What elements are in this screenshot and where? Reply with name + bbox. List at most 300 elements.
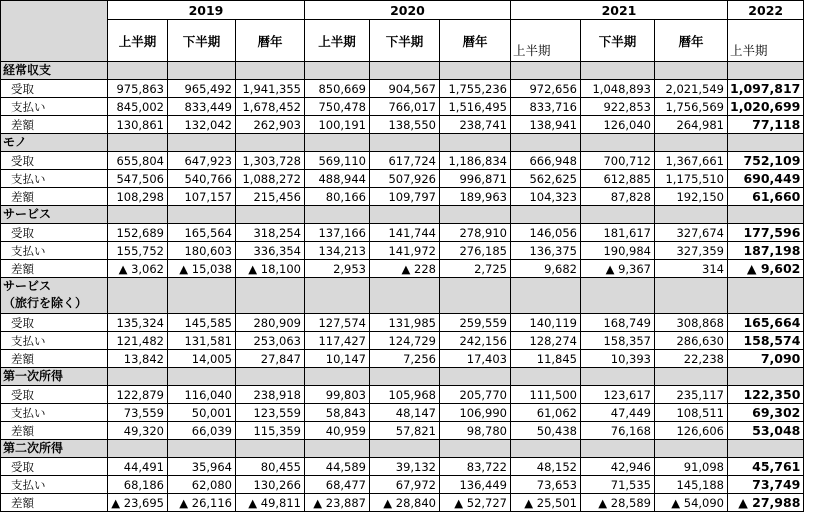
- section-title: [1, 206, 108, 224]
- section-header-blank-cell: [440, 134, 511, 152]
- year-2019-header: 2019: [108, 1, 305, 20]
- period-2021-first-half: 上半期: [511, 20, 581, 62]
- section-header-blank-cell: [108, 278, 168, 314]
- section-header-blank-cell: [511, 278, 581, 314]
- section-title: [1, 440, 108, 458]
- section-header-blank-cell: [581, 62, 655, 80]
- value-cell: 13,842: [108, 350, 168, 368]
- value-cell-2022: 77,118: [728, 116, 804, 134]
- row-label: 受取: [1, 386, 108, 404]
- row-label: 差額: [1, 260, 108, 278]
- value-cell: 80,455: [236, 458, 305, 476]
- value-cell: 141,744: [370, 224, 440, 242]
- period-2020-first-half: 上半期: [305, 20, 370, 62]
- value-cell: 50,438: [511, 422, 581, 440]
- value-cell: 215,456: [236, 188, 305, 206]
- period-2022-first-half: 上半期: [728, 20, 804, 62]
- value-cell: 73,559: [108, 404, 168, 422]
- section-header-blank-cell: [581, 278, 655, 314]
- value-cell: 192,150: [655, 188, 728, 206]
- value-cell: 111,500: [511, 386, 581, 404]
- section-header-blank-cell: [236, 368, 305, 386]
- value-cell: 327,674: [655, 224, 728, 242]
- value-cell-2022: 122,350: [728, 386, 804, 404]
- period-2021-second-half: 下半期: [581, 20, 655, 62]
- section-header-row: [1, 440, 804, 458]
- table-row: [1, 350, 804, 368]
- value-cell: 39,132: [370, 458, 440, 476]
- value-cell: ▲ 26,116: [168, 494, 236, 512]
- value-cell: 238,918: [236, 386, 305, 404]
- value-cell: 40,959: [305, 422, 370, 440]
- row-label: 受取: [1, 314, 108, 332]
- value-cell: 137,166: [305, 224, 370, 242]
- value-cell: 1,175,510: [655, 170, 728, 188]
- section-header-blank-cell: [511, 206, 581, 224]
- section-header-blank-cell: [511, 440, 581, 458]
- section-header-blank-cell: [655, 206, 728, 224]
- section-title-text: サービス: [3, 207, 52, 221]
- value-cell: 62,080: [168, 476, 236, 494]
- value-cell: 44,589: [305, 458, 370, 476]
- value-cell: 126,040: [581, 116, 655, 134]
- value-cell-2022: 7,090: [728, 350, 804, 368]
- table-row: [1, 260, 804, 278]
- value-cell: 121,482: [108, 332, 168, 350]
- section-header-blank-cell: [655, 278, 728, 314]
- section-header-row: [1, 368, 804, 386]
- section-header-blank-cell: [168, 134, 236, 152]
- value-cell: 2,953: [305, 260, 370, 278]
- value-cell: 14,005: [168, 350, 236, 368]
- section-header-blank-cell: [108, 440, 168, 458]
- period-2019-second-half: 下半期: [168, 20, 236, 62]
- value-cell: ▲ 228: [370, 260, 440, 278]
- value-cell-2022: 165,664: [728, 314, 804, 332]
- value-cell: 140,119: [511, 314, 581, 332]
- value-cell: 922,853: [581, 98, 655, 116]
- value-cell: 165,564: [168, 224, 236, 242]
- value-cell: 76,168: [581, 422, 655, 440]
- section-header-blank-cell: [655, 368, 728, 386]
- value-cell: 100,191: [305, 116, 370, 134]
- value-cell: 106,990: [440, 404, 511, 422]
- section-header-blank-cell: [305, 278, 370, 314]
- table-row: [1, 224, 804, 242]
- period-header-row: [1, 20, 804, 62]
- value-cell: ▲ 54,090: [655, 494, 728, 512]
- value-cell-2022: 1,097,817: [728, 80, 804, 98]
- value-cell: 155,752: [108, 242, 168, 260]
- table-row: [1, 98, 804, 116]
- section-header-blank-cell: [236, 134, 305, 152]
- value-cell: 833,449: [168, 98, 236, 116]
- section-header-blank-cell: [305, 440, 370, 458]
- section-header-blank-cell: [168, 368, 236, 386]
- period-2020-calendar-year: 暦年: [440, 20, 511, 62]
- section-header-blank-cell: [581, 134, 655, 152]
- value-cell: 286,630: [655, 332, 728, 350]
- value-cell: 264,981: [655, 116, 728, 134]
- value-cell: ▲ 15,038: [168, 260, 236, 278]
- value-cell: 488,944: [305, 170, 370, 188]
- value-cell-2022: 73,749: [728, 476, 804, 494]
- section-title-text: 第一次所得: [3, 369, 64, 383]
- value-cell: 180,603: [168, 242, 236, 260]
- value-cell: 124,729: [370, 332, 440, 350]
- value-cell: 108,298: [108, 188, 168, 206]
- value-cell: 107,157: [168, 188, 236, 206]
- section-header-blank-cell: [440, 278, 511, 314]
- value-cell: 68,186: [108, 476, 168, 494]
- section-header-blank-cell: [440, 440, 511, 458]
- value-cell: 1,516,495: [440, 98, 511, 116]
- value-cell: 145,188: [655, 476, 728, 494]
- value-cell: 262,903: [236, 116, 305, 134]
- section-title: [1, 278, 108, 314]
- section-header-blank-cell: [581, 368, 655, 386]
- value-cell: 242,156: [440, 332, 511, 350]
- section-header-blank-cell: [728, 368, 804, 386]
- value-cell: 138,941: [511, 116, 581, 134]
- value-cell: ▲ 23,695: [108, 494, 168, 512]
- section-title: [1, 368, 108, 386]
- section-header-blank-cell: [728, 440, 804, 458]
- row-label: 差額: [1, 116, 108, 134]
- row-label: 支払い: [1, 332, 108, 350]
- value-cell: 2,725: [440, 260, 511, 278]
- section-header-blank-cell: [236, 206, 305, 224]
- table-row: [1, 242, 804, 260]
- value-cell: 145,585: [168, 314, 236, 332]
- value-cell: 132,042: [168, 116, 236, 134]
- table-row: [1, 116, 804, 134]
- value-cell: 158,357: [581, 332, 655, 350]
- value-cell: 1,367,661: [655, 152, 728, 170]
- section-header-blank-cell: [168, 440, 236, 458]
- section-header-row: [1, 278, 804, 314]
- value-cell: 189,963: [440, 188, 511, 206]
- row-label: 差額: [1, 188, 108, 206]
- period-2020-second-half: 下半期: [370, 20, 440, 62]
- value-cell: 66,039: [168, 422, 236, 440]
- section-header-blank-cell: [511, 368, 581, 386]
- value-cell: 666,948: [511, 152, 581, 170]
- period-2021-calendar-year: 暦年: [655, 20, 728, 62]
- section-header-blank-cell: [108, 134, 168, 152]
- value-cell: 996,871: [440, 170, 511, 188]
- value-cell: ▲ 28,840: [370, 494, 440, 512]
- value-cell: 750,478: [305, 98, 370, 116]
- section-header-blank-cell: [728, 206, 804, 224]
- value-cell: 235,117: [655, 386, 728, 404]
- section-header-blank-cell: [655, 62, 728, 80]
- value-cell-2022: 752,109: [728, 152, 804, 170]
- value-cell: 612,885: [581, 170, 655, 188]
- value-cell: 98,780: [440, 422, 511, 440]
- value-cell: 253,063: [236, 332, 305, 350]
- section-title-text: 経常収支: [3, 63, 52, 77]
- section-header-blank-cell: [581, 206, 655, 224]
- section-subtitle-text: （旅行を除く）: [3, 296, 88, 310]
- value-cell: ▲ 9,367: [581, 260, 655, 278]
- value-cell: 27,847: [236, 350, 305, 368]
- value-cell: 1,941,355: [236, 80, 305, 98]
- value-cell: 507,926: [370, 170, 440, 188]
- section-header-blank-cell: [440, 368, 511, 386]
- value-cell: 122,879: [108, 386, 168, 404]
- value-cell: 109,797: [370, 188, 440, 206]
- section-header-blank-cell: [655, 134, 728, 152]
- value-cell: 11,845: [511, 350, 581, 368]
- value-cell: ▲ 18,100: [236, 260, 305, 278]
- value-cell: 136,449: [440, 476, 511, 494]
- table-row: [1, 494, 804, 512]
- value-cell: 115,359: [236, 422, 305, 440]
- value-cell: 181,617: [581, 224, 655, 242]
- value-cell: 540,766: [168, 170, 236, 188]
- value-cell: 318,254: [236, 224, 305, 242]
- section-header-blank-cell: [305, 134, 370, 152]
- value-cell: 50,001: [168, 404, 236, 422]
- value-cell: 47,449: [581, 404, 655, 422]
- table-row: [1, 80, 804, 98]
- section-title: [1, 134, 108, 152]
- row-label: 支払い: [1, 476, 108, 494]
- section-header-blank-cell: [305, 368, 370, 386]
- value-cell: 131,985: [370, 314, 440, 332]
- section-header-row: [1, 62, 804, 80]
- value-cell: 1,186,834: [440, 152, 511, 170]
- value-cell: 44,491: [108, 458, 168, 476]
- table-row: [1, 188, 804, 206]
- value-cell: 205,770: [440, 386, 511, 404]
- value-cell-2022: 158,574: [728, 332, 804, 350]
- table-row: [1, 152, 804, 170]
- value-cell: 134,213: [305, 242, 370, 260]
- section-header-blank-cell: [236, 440, 305, 458]
- row-label: 受取: [1, 80, 108, 98]
- section-header-blank-cell: [108, 62, 168, 80]
- table-row: [1, 422, 804, 440]
- year-2020-header: 2020: [305, 1, 511, 20]
- value-cell: 904,567: [370, 80, 440, 98]
- year-header-row: [1, 1, 804, 20]
- value-cell-2022: 53,048: [728, 422, 804, 440]
- value-cell: 1,756,569: [655, 98, 728, 116]
- row-label: 差額: [1, 494, 108, 512]
- value-cell: 655,804: [108, 152, 168, 170]
- value-cell: 61,062: [511, 404, 581, 422]
- value-cell: 168,749: [581, 314, 655, 332]
- value-cell: 91,098: [655, 458, 728, 476]
- section-header-blank-cell: [108, 206, 168, 224]
- value-cell: 108,511: [655, 404, 728, 422]
- value-cell: 58,843: [305, 404, 370, 422]
- value-cell: 80,166: [305, 188, 370, 206]
- section-header-blank-cell: [370, 440, 440, 458]
- row-label: 受取: [1, 152, 108, 170]
- section-header-blank-cell: [108, 368, 168, 386]
- period-2019-first-half: 上半期: [108, 20, 168, 62]
- value-cell: 42,946: [581, 458, 655, 476]
- value-cell: 136,375: [511, 242, 581, 260]
- value-cell: 278,910: [440, 224, 511, 242]
- section-header-blank-cell: [168, 278, 236, 314]
- section-header-blank-cell: [168, 62, 236, 80]
- value-cell: 128,274: [511, 332, 581, 350]
- value-cell: 130,861: [108, 116, 168, 134]
- value-cell: 141,972: [370, 242, 440, 260]
- value-cell: 190,984: [581, 242, 655, 260]
- value-cell: 7,256: [370, 350, 440, 368]
- value-cell: 700,712: [581, 152, 655, 170]
- value-cell: 131,581: [168, 332, 236, 350]
- value-cell-2022: 1,020,699: [728, 98, 804, 116]
- value-cell: ▲ 3,062: [108, 260, 168, 278]
- value-cell: 276,185: [440, 242, 511, 260]
- value-cell: 1,755,236: [440, 80, 511, 98]
- value-cell: 48,147: [370, 404, 440, 422]
- section-header-blank-cell: [370, 278, 440, 314]
- row-label: 支払い: [1, 98, 108, 116]
- value-cell: 123,617: [581, 386, 655, 404]
- value-cell: 1,303,728: [236, 152, 305, 170]
- value-cell: 259,559: [440, 314, 511, 332]
- value-cell: 83,722: [440, 458, 511, 476]
- row-label: 受取: [1, 224, 108, 242]
- value-cell: 238,741: [440, 116, 511, 134]
- table-row: [1, 458, 804, 476]
- value-cell: ▲ 49,811: [236, 494, 305, 512]
- section-header-blank-cell: [581, 440, 655, 458]
- value-cell: 280,909: [236, 314, 305, 332]
- value-cell: 336,354: [236, 242, 305, 260]
- value-cell-2022: 187,198: [728, 242, 804, 260]
- value-cell: 17,403: [440, 350, 511, 368]
- table-row: [1, 476, 804, 494]
- section-header-blank-cell: [370, 62, 440, 80]
- value-cell: 10,147: [305, 350, 370, 368]
- value-cell: 1,048,893: [581, 80, 655, 98]
- value-cell: 130,266: [236, 476, 305, 494]
- value-cell: 9,682: [511, 260, 581, 278]
- value-cell: 152,689: [108, 224, 168, 242]
- table-row: [1, 314, 804, 332]
- year-2022-header: 2022: [728, 1, 804, 20]
- table-row: [1, 170, 804, 188]
- row-label: 支払い: [1, 404, 108, 422]
- value-cell: 104,323: [511, 188, 581, 206]
- period-2019-calendar-year: 暦年: [236, 20, 305, 62]
- section-title-text: モノ: [3, 135, 27, 149]
- section-header-blank-cell: [728, 62, 804, 80]
- value-cell: 138,550: [370, 116, 440, 134]
- value-cell: 972,656: [511, 80, 581, 98]
- section-header-blank-cell: [655, 440, 728, 458]
- value-cell: 71,535: [581, 476, 655, 494]
- table-row: [1, 386, 804, 404]
- section-title: [1, 62, 108, 80]
- section-header-blank-cell: [168, 206, 236, 224]
- value-cell: 99,803: [305, 386, 370, 404]
- table-row: [1, 404, 804, 422]
- value-cell: ▲ 23,887: [305, 494, 370, 512]
- section-header-blank-cell: [370, 368, 440, 386]
- section-header-blank-cell: [305, 62, 370, 80]
- corner-cell: [1, 1, 108, 62]
- value-cell: 35,964: [168, 458, 236, 476]
- section-title-text: サービス: [3, 279, 52, 293]
- value-cell: 965,492: [168, 80, 236, 98]
- value-cell: 1,088,272: [236, 170, 305, 188]
- value-cell: 850,669: [305, 80, 370, 98]
- value-cell: 48,152: [511, 458, 581, 476]
- value-cell: 845,002: [108, 98, 168, 116]
- section-header-blank-cell: [370, 206, 440, 224]
- value-cell-2022: ▲ 9,602: [728, 260, 804, 278]
- section-header-blank-cell: [728, 134, 804, 152]
- value-cell: 562,625: [511, 170, 581, 188]
- value-cell-2022: 69,302: [728, 404, 804, 422]
- year-2021-header: 2021: [511, 1, 728, 20]
- value-cell: 569,110: [305, 152, 370, 170]
- value-cell: 126,606: [655, 422, 728, 440]
- value-cell: 116,040: [168, 386, 236, 404]
- value-cell-2022: ▲ 27,988: [728, 494, 804, 512]
- row-label: 受取: [1, 458, 108, 476]
- section-header-blank-cell: [236, 62, 305, 80]
- value-cell: 10,393: [581, 350, 655, 368]
- value-cell-2022: 177,596: [728, 224, 804, 242]
- value-cell: 49,320: [108, 422, 168, 440]
- value-cell-2022: 45,761: [728, 458, 804, 476]
- value-cell: 73,653: [511, 476, 581, 494]
- section-header-blank-cell: [305, 206, 370, 224]
- value-cell: 22,238: [655, 350, 728, 368]
- section-header-blank-cell: [728, 278, 804, 314]
- value-cell: 117,427: [305, 332, 370, 350]
- section-header-row: [1, 206, 804, 224]
- value-cell-2022: 61,660: [728, 188, 804, 206]
- table-row: [1, 332, 804, 350]
- section-header-blank-cell: [370, 134, 440, 152]
- section-header-blank-cell: [440, 206, 511, 224]
- value-cell: 1,678,452: [236, 98, 305, 116]
- value-cell: 105,968: [370, 386, 440, 404]
- value-cell: ▲ 52,727: [440, 494, 511, 512]
- value-cell: 308,868: [655, 314, 728, 332]
- row-label: 差額: [1, 422, 108, 440]
- section-header-blank-cell: [511, 62, 581, 80]
- value-cell: 617,724: [370, 152, 440, 170]
- value-cell: 146,056: [511, 224, 581, 242]
- row-label: 支払い: [1, 170, 108, 188]
- value-cell: ▲ 25,501: [511, 494, 581, 512]
- value-cell: 547,506: [108, 170, 168, 188]
- section-title-text: 第二次所得: [3, 441, 64, 455]
- value-cell: ▲ 28,589: [581, 494, 655, 512]
- value-cell: 314: [655, 260, 728, 278]
- value-cell: 67,972: [370, 476, 440, 494]
- section-header-blank-cell: [511, 134, 581, 152]
- row-label: 支払い: [1, 242, 108, 260]
- value-cell: 127,574: [305, 314, 370, 332]
- value-cell: 766,017: [370, 98, 440, 116]
- section-header-blank-cell: [236, 278, 305, 314]
- value-cell-2022: 690,449: [728, 170, 804, 188]
- value-cell: 327,359: [655, 242, 728, 260]
